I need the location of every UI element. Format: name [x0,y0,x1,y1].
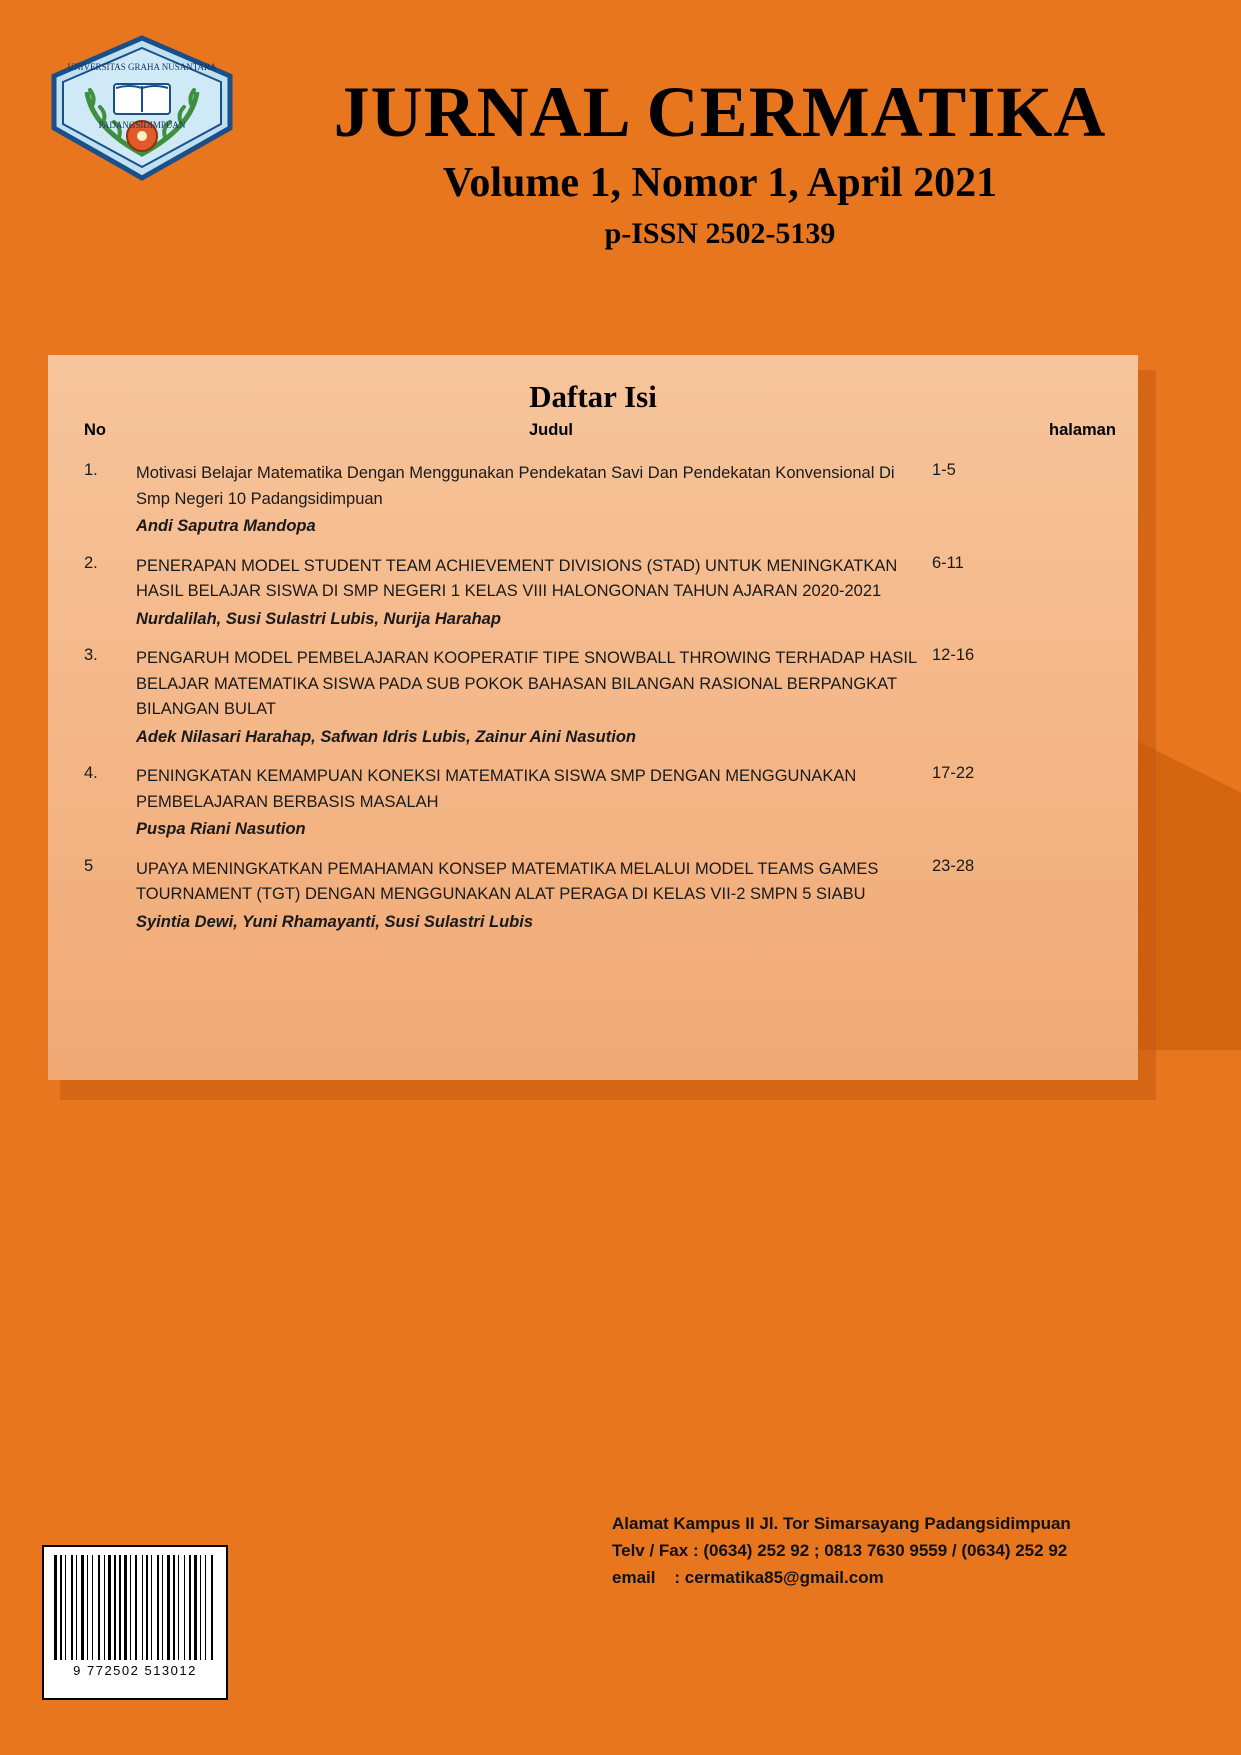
footer-phone-line: Telv / Fax : (0634) 252 92 ; 0813 7630 9559 / (0634) 252 92 [612,1541,1068,1561]
entry-authors: Nurdalilah, Susi Sulastri Lubis, Nurija Harahap [136,609,501,628]
entry-pages: 1-5 [932,461,956,479]
cover-header [0,0,1241,300]
entry-authors: Syintia Dewi, Yuni Rhamayanti, Susi Sulastri Lubis [136,912,534,931]
column-header-halaman: halaman [1049,421,1116,439]
journal-volume: Volume 1, Nomor 1, April 2021 [442,159,998,206]
toc-heading: Daftar Isi [529,379,657,414]
list-item[interactable] [74,857,1112,936]
entry-authors: Andi Saputra Mandopa [136,517,316,536]
column-header-judul: Judul [529,421,573,439]
svg-text:PADANGSIDIMPUAN: PADANGSIDIMPUAN [98,120,186,130]
entry-number: 3. [84,646,98,665]
toc-column-headers [74,421,1116,447]
barcode-digits: 9 772502 513012 [73,1663,197,1678]
entry-authors: Puspa Riani Nasution [136,820,306,839]
journal-issn: p-ISSN 2502-5139 [604,217,836,251]
entry-pages: 6-11 [932,553,964,572]
entry-title: PENINGKATAN KEMAMPUAN KONEKSI MATEMATIKA SISWA SMP DENGAN MENGGUNAKAN PEMBELAJARAN BERBASIS MASALAH [136,767,857,811]
table-of-contents-panel [48,355,1138,1080]
list-item[interactable] [74,764,1112,843]
university-crest-icon [42,32,242,182]
entry-number: 2. [84,553,98,572]
footer-contact-block [612,1510,1212,1592]
entry-title: UPAYA MENINGKATKAN PEMAHAMAN KONSEP MATEMATIKA MELALUI MODEL TEAMS GAMES TOURNAMENT (TGT) DENGAN MENGGUNAKAN ALAT PERAGA DI KELAS VII-2 SMPN 5 SIABU [136,859,879,904]
entry-number: 4. [84,764,98,783]
footer-address-line: Alamat Kampus II Jl. Tor Simarsayang Padangsidimpuan [612,1514,1071,1533]
list-item[interactable] [74,646,1112,750]
entry-number: 5 [84,856,94,875]
journal-title: JURNAL CERMATIKA [333,72,1107,152]
entry-pages: 17-22 [932,764,975,783]
entry-title: Motivasi Belajar Matematika Dengan Menggunakan Pendekatan Savi Dan Pendekatan Konvensional Di Smp Negeri 10 Padangsidimpuan [136,464,895,508]
column-header-no: No [84,421,106,439]
barcode [42,1545,228,1700]
entry-title: PENERAPAN MODEL STUDENT TEAM ACHIEVEMENT DIVISIONS (STAD) UNTUK MENINGKATKAN HASIL BELAJAR SISWA DI SMP NEGERI 1 KELAS VIII HALONGONAN TAHUN AJARAN 2020-2021 [136,556,898,601]
entry-number: 1. [84,461,98,479]
entry-authors: Adek Nilasari Harahap, Safwan Idris Lubis, Zainur Aini Nasution [136,727,636,746]
entry-title: PENGARUH MODEL PEMBELAJARAN KOOPERATIF TIPE SNOWBALL THROWING TERHADAP HASIL BELAJAR MATEMATIKA SISWA PADA SUB POKOK BAHASAN BILANGAN RASIONAL BERPANGKAT BILANGAN BULAT [136,649,917,719]
footer-email-line: email : cermatika85@gmail.com [612,1568,884,1588]
barcode-bars [52,1555,218,1660]
list-item[interactable] [74,554,1112,633]
entry-pages: 23-28 [932,856,975,875]
entry-pages: 12-16 [932,646,975,665]
cover-title-block [250,72,1190,255]
svg-text:UNIVERSITAS GRAHA NUSANTARA: UNIVERSITAS GRAHA NUSANTARA [67,62,217,72]
list-item[interactable] [74,461,1112,540]
